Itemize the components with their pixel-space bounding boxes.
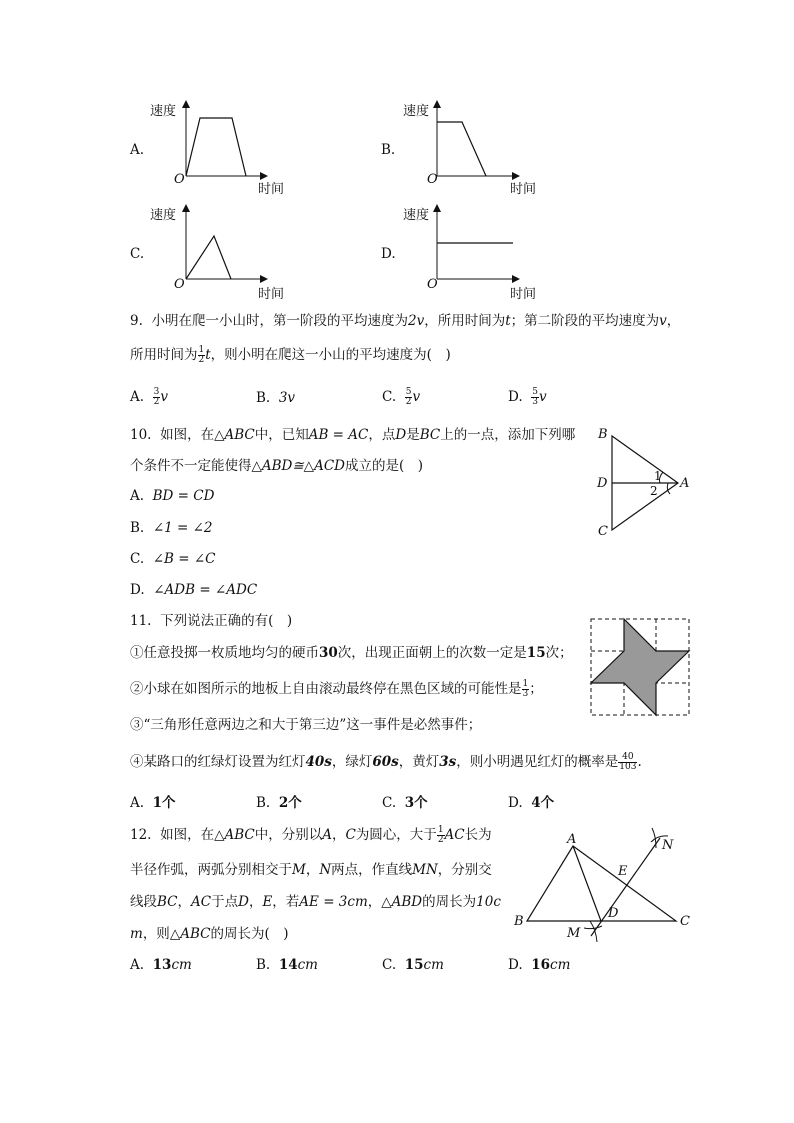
q12-line4: m，则△ABC的周长为( )	[130, 926, 289, 942]
q11-statement-4: ④某路口的红绿灯设置为红灯40s，绿灯60s，黄灯3s，则小明遇见红灯的概率是 $\frac{40}{103}$ .	[130, 752, 642, 772]
q9-line1: 9. 小明在爬一小山时，第一阶段的平均速度为2v，所用时间为t；第二阶段的平均速度为v，	[130, 313, 681, 329]
q12-line3: 线段BC，AC于点D，E，若AE = 3cm，△ABD的周长为10c	[130, 894, 501, 910]
q9-line2: 所用时间为 $\frac{1}{2}$ t，则小明在爬这一小山的平均速度为( )	[130, 345, 451, 365]
x-axis-label: 时间	[258, 287, 285, 302]
q11-option-c[interactable]: C. 3个	[382, 795, 428, 811]
q11-option-b[interactable]: B. 2个	[256, 795, 302, 811]
angle-2-label: 2	[650, 484, 658, 498]
y-axis-label: 速度	[403, 208, 430, 223]
triangle-abc	[527, 846, 676, 921]
q11-statement-2: ②小球在如图所示的地板上自由滚动最终停在黑色区域的可能性是 $\frac{1}{3}$ ；	[130, 679, 543, 699]
point-m-label: M	[567, 926, 581, 941]
y-axis-label: 速度	[403, 104, 430, 119]
origin-label: O	[427, 172, 438, 187]
q10-option-c[interactable]: C. ∠B = ∠C	[130, 551, 216, 567]
q9-option-a[interactable]: A. $\frac{3}{2}$ v	[130, 387, 169, 407]
angle-1-label: 1	[654, 469, 662, 483]
q12-option-b[interactable]: B. 14cm	[256, 957, 318, 973]
point-a-label: A	[680, 476, 690, 491]
q9-option-d[interactable]: D. $\frac{5}{3}$ v	[508, 387, 547, 407]
q12-option-c[interactable]: C. 15cm	[382, 957, 444, 973]
x-axis-label: 时间	[510, 182, 537, 197]
point-d-label: D	[608, 906, 619, 921]
fraction: $\frac{1}{2}$	[198, 345, 205, 365]
point-b-label: B	[598, 427, 608, 442]
option-letter: C.	[130, 246, 145, 262]
option-letter: B.	[381, 142, 396, 158]
point-c-label: C	[598, 524, 608, 539]
q9-option-c[interactable]: C. $\frac{5}{2}$ v	[382, 387, 421, 407]
x-axis-label: 时间	[258, 182, 285, 197]
q10-line1: 10. 如图，在△ABC中，已知AB = AC，点D是BC上的一点，添加下列哪	[130, 427, 576, 443]
q12-line1: 12. 如图，在△ABC中，分别以A，C为圆心，大于 $\frac{1}{2}$ AC长为	[130, 825, 492, 845]
point-c-label: C	[680, 914, 690, 929]
origin-label: O	[174, 172, 185, 187]
point-b-label: B	[514, 914, 524, 929]
q10-option-b[interactable]: B. ∠1 = ∠2	[130, 520, 213, 536]
q10-option-d[interactable]: D. ∠ADB = ∠ADC	[130, 582, 258, 598]
y-axis-label: 速度	[150, 104, 177, 119]
q11-statement-1: ①任意投掷一枚质地均匀的硬币30次，出现正面朝上的次数一定是15次；	[130, 645, 573, 661]
q11-option-a[interactable]: A. 1个	[130, 795, 176, 811]
q9-option-b[interactable]: B. 3v	[256, 390, 296, 406]
q11-option-d[interactable]: D. 4个	[508, 795, 555, 811]
q11-stem: 11. 下列说法正确的有( )	[130, 613, 293, 629]
option-letter: A.	[130, 142, 145, 158]
point-n-label: N	[662, 838, 674, 853]
option-letter: D.	[381, 246, 396, 262]
q10-line2: 个条件不一定能使得△ABD≅△ACD成立的是( )	[130, 458, 424, 474]
origin-label: O	[427, 277, 438, 292]
origin-label: O	[174, 277, 185, 292]
y-axis-label: 速度	[150, 208, 177, 223]
q11-statement-3: ③“三角形任意两边之和大于第三边”这一事件是必然事件；	[130, 717, 482, 733]
x-axis-label: 时间	[510, 287, 537, 302]
point-a-label: A	[567, 832, 577, 847]
q12-option-a[interactable]: A. 13cm	[130, 957, 192, 973]
q10-option-a[interactable]: A. BD = CD	[130, 488, 215, 504]
point-d-label: D	[597, 476, 608, 491]
point-e-label: E	[618, 864, 628, 879]
segment-ad	[573, 846, 601, 921]
q12-option-d[interactable]: D. 16cm	[508, 957, 571, 973]
q12-line2: 半径作弧，两弧分别相交于M，N两点，作直线MN，分别交	[130, 862, 492, 878]
